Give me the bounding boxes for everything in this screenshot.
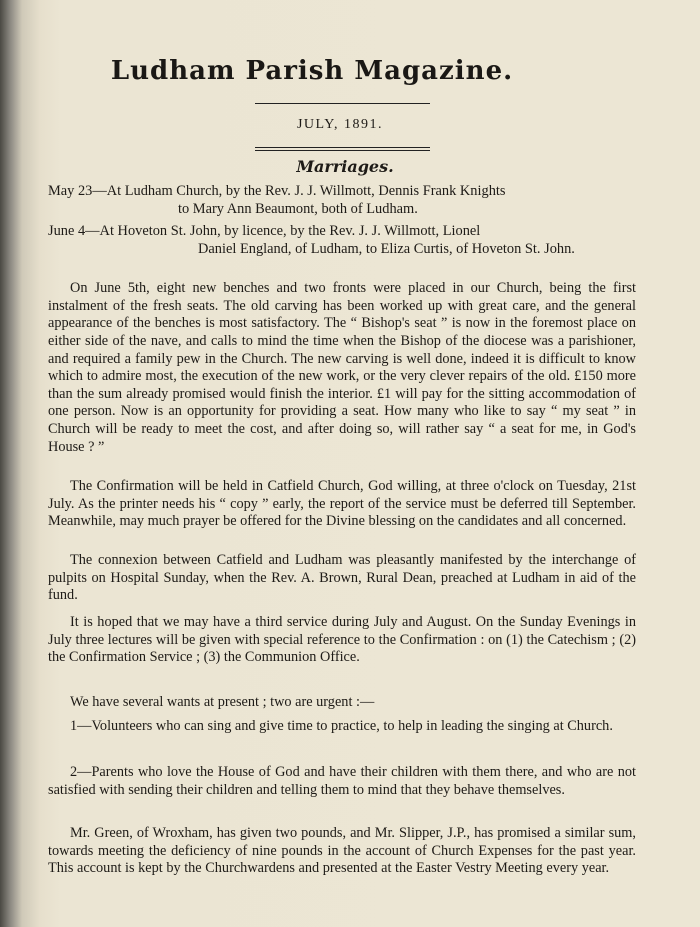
marriage-entry bbox=[48, 222, 638, 258]
paragraph-new-benches: On June 5th, eight new benches and two fronts were placed in our Church, being the first instalment of the fresh seats. The old carving has been worked up with great care, and the general appearance of the benches is most satisfactory. The “ Bishop's seat ” is now in the foremost place on either side of the nave, and calls to mind the time when the Bishop of the diocese was a parishioner, and required a family pew in the Church. The new carving is well done, indeed it is difficult to know which to admire most, the execution of the new work, or the very clever repairs of the old. £150 more than the sum already promised would finish the interior. £1 will pay for the sitting accommodation of one person. Now is an opportunity for providing a seat. How many who like to say “ my seat ” in Church will be ready to meet the cost, and after doing so, will rather say “ a seat for me, in God's House ? ” bbox=[48, 280, 636, 455]
paragraph-want-volunteers: 1—Volunteers who can sing and give time to practice, to help in leading the singing at Church. bbox=[70, 718, 613, 735]
title-rule-bottom bbox=[255, 147, 430, 148]
paragraph-third-service: It is hoped that we may have a third service during July and August. On the Sunday Evenings in July three lectures will be given with special reference to the Confirmation : on (1) the Catechism ; (2) the Confirmation Service ; (3) the Communion Office. bbox=[48, 614, 636, 666]
title-rule-bottom-thin bbox=[255, 150, 430, 151]
marriage-entry-line: June 4—At Hoveton St. John, by licence, by the Rev. J. J. Willmott, Lionel bbox=[48, 223, 481, 239]
marriage-entry-line: May 23—At Ludham Church, by the Rev. J. J. Willmott, Dennis Frank Knights bbox=[48, 183, 506, 199]
paragraph-church-expenses: Mr. Green, of Wroxham, has given two pounds, and Mr. Slipper, J.P., has promised a similar sum, towards meeting the deficiency of nine pounds in the account of Church Expenses for the past year. This account is kept by the Churchwardens and presented at the Easter Vestry Meeting every year. bbox=[48, 825, 636, 877]
paragraph-confirmation: The Confirmation will be held in Catfield Church, God willing, at three o'clock on Tuesday, 21st July. As the printer needs his “ copy ” early, the report of the service must be deferred till September. Meanwhile, may much prayer be offered for the Divine blessing on the candidates and all concerned. bbox=[48, 478, 636, 530]
marriage-entry-continuation: to Mary Ann Beaumont, both of Ludham. bbox=[178, 201, 418, 217]
title-rule-top bbox=[255, 103, 430, 104]
section-heading-marriages: Marriages. bbox=[296, 157, 394, 176]
marriage-entry-continuation: Daniel England, of Ludham, to Eliza Curtis, of Hoveton St. John. bbox=[198, 241, 575, 257]
paragraph-wants: We have several wants at present ; two are urgent :— bbox=[70, 694, 375, 711]
magazine-title: Ludham Parish Magazine. bbox=[110, 56, 514, 86]
paragraph-want-parents: 2—Parents who love the House of God and have their children with them there, and who are not satisfied with sending their children and telling them to mind that they behave themselves. bbox=[48, 764, 636, 798]
paragraph-pulpit-exchange: The connexion between Catfield and Ludham was pleasantly manifested by the interchange of pulpits on Hospital Sunday, when the Rev. A. Brown, Rural Dean, preached at Ludham in aid of the fund. bbox=[48, 552, 636, 604]
marriage-entry bbox=[48, 182, 638, 218]
issue-date: JULY, 1891. bbox=[296, 117, 383, 132]
